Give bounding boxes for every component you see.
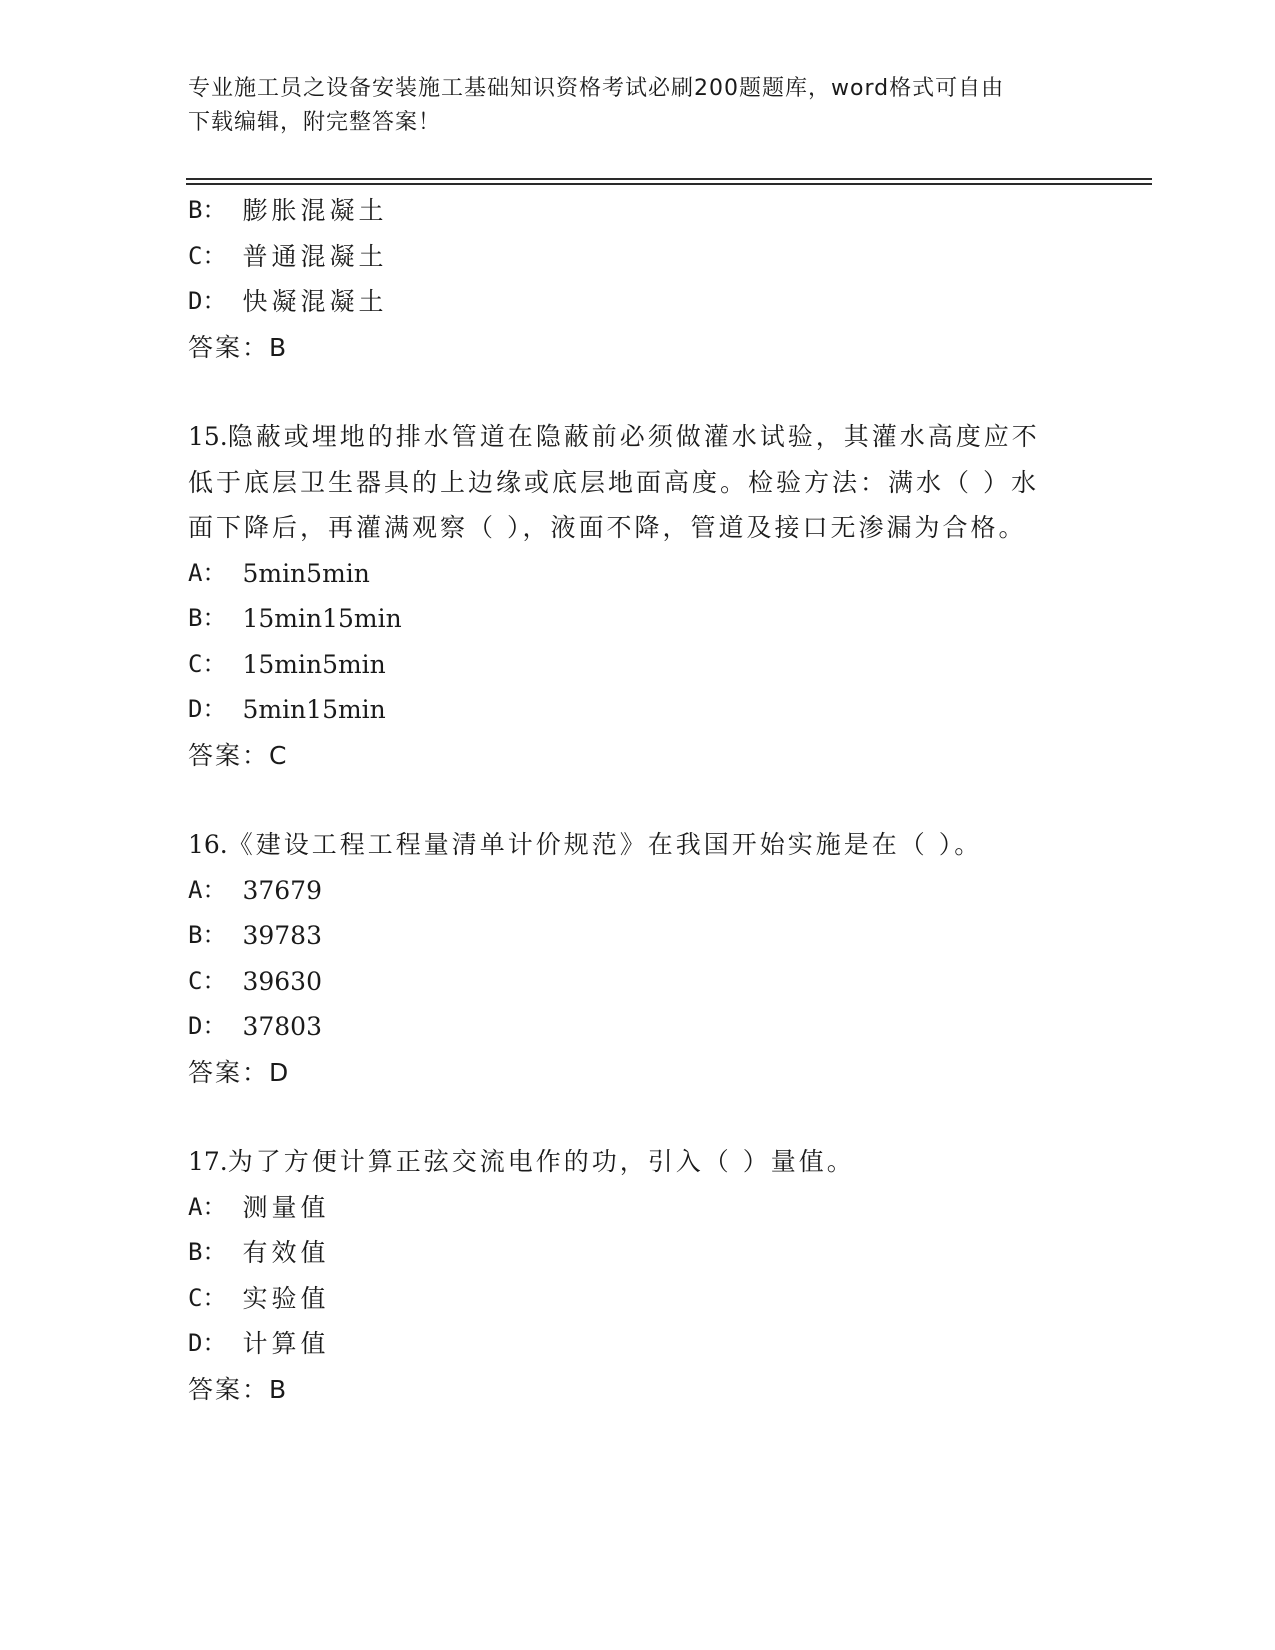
option-letter: C (188, 966, 203, 995)
option-separator: ： (202, 1329, 229, 1357)
question-stem-line (188, 822, 1088, 868)
option-text: 15min15min (242, 604, 402, 633)
option-d (188, 1004, 1088, 1050)
option-text: 普通混凝土 (242, 241, 388, 271)
question-17 (188, 1139, 1088, 1412)
option-text: 37803 (242, 1012, 322, 1041)
option-letter: B (188, 921, 203, 949)
option-separator: ： (202, 1283, 229, 1312)
answer-value: B (269, 332, 288, 362)
option-text: 5min5min (242, 558, 370, 588)
option-separator: ： (202, 604, 229, 632)
spacer (188, 370, 1088, 414)
answer-label: 答案： (188, 740, 270, 770)
answer-line (188, 1050, 1088, 1096)
option-text: 5min15min (242, 695, 386, 724)
option-c (188, 234, 1088, 280)
option-a (188, 551, 1088, 597)
question-16 (188, 822, 1088, 1095)
option-text: 15min5min (242, 649, 386, 679)
option-d (188, 279, 1088, 325)
option-c (188, 1276, 1088, 1322)
answer-value: C (269, 740, 288, 770)
option-separator: ： (202, 1238, 229, 1266)
answer-line (188, 325, 1088, 371)
answer-label: 答案： (188, 1057, 270, 1087)
answer-value: B (269, 1374, 288, 1404)
question-number: 16. (188, 830, 228, 859)
option-text: 计算值 (242, 1329, 330, 1358)
option-separator: ： (202, 966, 229, 995)
question-text: 《建设工程工程量清单计价规范》在我国开始实施是在（ ）。 (227, 830, 983, 859)
spacer (188, 1095, 1088, 1139)
answer-line (188, 1367, 1088, 1413)
answer-label: 答案： (188, 1374, 270, 1404)
option-a (188, 1185, 1088, 1231)
header-line-1: 专业施工员之设备安装施工基础知识资格考试必刷200题题库，word格式可自由 (188, 76, 1005, 101)
spacer (188, 778, 1088, 822)
question-text: 为了方便计算正弦交流电作的功，引入（ ）量值。 (227, 1147, 855, 1176)
option-separator: ： (202, 558, 229, 587)
option-letter: B (188, 604, 203, 632)
question-stem-line (188, 1139, 1088, 1185)
option-d (188, 1321, 1088, 1367)
option-letter: D (188, 695, 203, 723)
answer-value: D (269, 1057, 290, 1087)
option-letter: D (188, 1012, 203, 1040)
option-b (188, 596, 1088, 642)
option-letter: C (188, 241, 203, 270)
header-line-2: 下载编辑，附完整答案！ (188, 110, 442, 135)
option-b (188, 1230, 1088, 1276)
option-text: 快凝混凝土 (242, 287, 388, 316)
option-c (188, 642, 1088, 688)
question-stem-line: 面下降后，再灌满观察（ ），液面不降，管道及接口无渗漏为合格。 (188, 513, 1027, 542)
question-number: 15. (188, 422, 228, 451)
option-letter: B (188, 196, 203, 224)
option-text: 膨胀混凝土 (242, 196, 388, 225)
answer-label: 答案： (188, 332, 270, 362)
option-separator: ： (202, 196, 229, 224)
document-body (188, 188, 1088, 1412)
option-separator: ： (202, 649, 229, 678)
question-stem-line: 低于底层卫生器具的上边缘或底层地面高度。检验方法：满水（ ）水 (188, 467, 1039, 497)
option-letter: B (188, 1238, 203, 1266)
document-header (188, 72, 1088, 140)
option-text: 有效值 (242, 1238, 330, 1267)
option-text: 37679 (242, 875, 322, 905)
option-separator: ： (202, 921, 229, 949)
option-text: 实验值 (242, 1283, 330, 1313)
option-letter: D (188, 1329, 203, 1357)
option-text: 39783 (242, 921, 322, 950)
option-letter: D (188, 287, 203, 315)
option-text: 39630 (242, 966, 322, 996)
option-letter: A (188, 558, 203, 587)
option-separator: ： (202, 241, 229, 270)
option-a (188, 868, 1088, 914)
option-letter: A (188, 875, 203, 904)
option-c (188, 959, 1088, 1005)
option-text: 测量值 (242, 1192, 330, 1222)
question-text: 隐蔽或埋地的排水管道在隐蔽前必须做灌水试验，其灌水高度应不 (227, 422, 1040, 451)
option-separator: ： (202, 875, 229, 904)
option-letter: C (188, 649, 203, 678)
option-separator: ： (202, 287, 229, 315)
option-b (188, 913, 1088, 959)
question-15 (188, 414, 1088, 778)
question-stem-line (188, 414, 1088, 460)
option-letter: C (188, 1283, 203, 1312)
option-letter: A (188, 1192, 203, 1221)
option-separator: ： (202, 1012, 229, 1040)
option-separator: ： (202, 695, 229, 723)
header-rule-bottom (186, 183, 1152, 185)
answer-line (188, 733, 1088, 779)
option-b (188, 188, 1088, 234)
continued-question-block (188, 188, 1088, 370)
header-rule-top (186, 178, 1152, 180)
option-separator: ： (202, 1192, 229, 1221)
question-number: 17. (188, 1147, 228, 1176)
option-d (188, 687, 1088, 733)
